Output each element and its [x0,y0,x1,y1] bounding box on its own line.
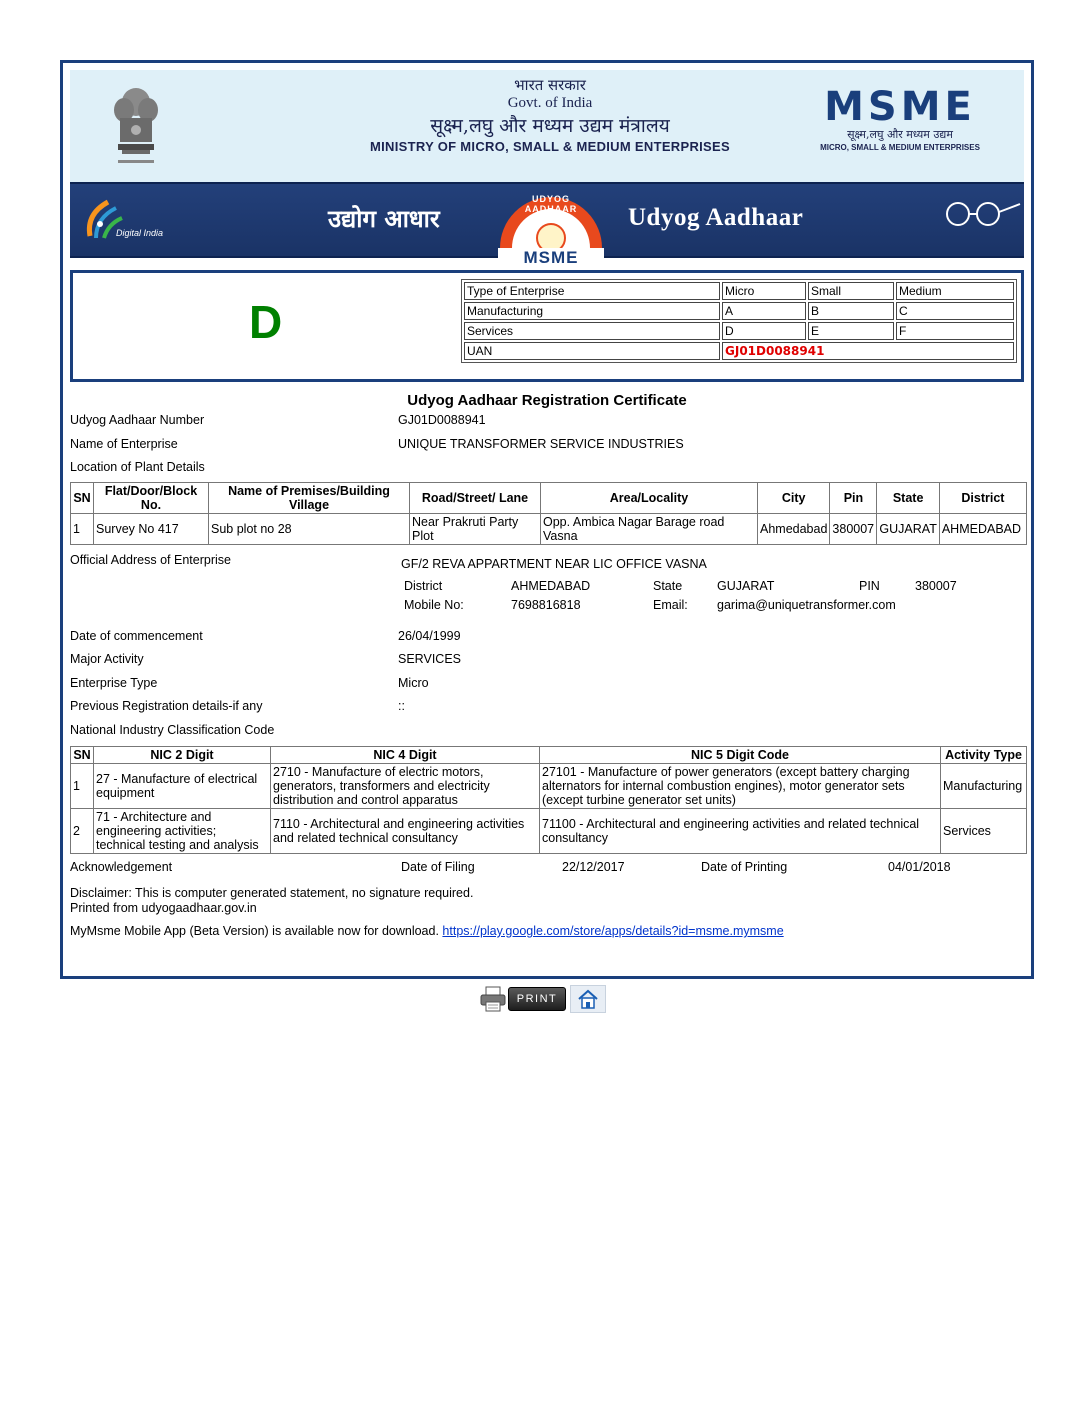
table-cell: 1 [71,513,94,544]
table-header: Activity Type [941,747,1027,764]
udyog-aadhaar-logo [498,186,604,268]
official-address-block [70,545,1024,625]
swachh-bharat-glasses-icon [936,200,1024,230]
table-cell: E [808,322,894,340]
field-row [70,456,1024,480]
swachh-bharat-logo [936,200,1024,240]
home-icon [571,986,605,1012]
acknowledgement-label: Acknowledgement [70,860,173,874]
field-row [70,695,1024,719]
table-cell: 7110 - Architectural and engineering activities and related technical consultancy [271,809,540,854]
table-cell: 380007 [830,513,877,544]
table-cell: Manufacturing [941,764,1027,809]
table-cell: Ahmedabad [758,513,830,544]
table-cell: 2710 - Manufacture of electric motors, generators, transformers and electricity distribution and control apparatus [271,764,540,809]
district-value: AHMEDABAD [511,578,591,593]
date-of-printing-label: Date of Printing [701,860,788,874]
field-label: Previous Registration details-if any [70,699,263,713]
pin-value: 380007 [915,578,957,593]
table-row [464,322,1014,340]
certificate-title: Udyog Aadhaar Registration Certificate [407,392,687,409]
field-row [70,648,1024,672]
table-cell: Survey No 417 [94,513,209,544]
mobile-app-text: MyMsme Mobile App (Beta Version) is available now for download. [70,924,439,938]
table-cell: 71100 - Architectural and engineering activities and related technical consultancy [540,809,941,854]
email-value: garima@uniquetransformer.com [717,597,896,612]
field-value: 26/04/1999 [398,628,461,643]
district-label: District [404,578,443,593]
uan-value: GJ01D0088941 [722,342,1014,360]
official-address-label: Official Address of Enterprise [70,552,231,567]
print-button[interactable]: PRINT [508,987,566,1011]
digital-india-logo [82,194,192,244]
field-value: SERVICES [398,652,461,666]
header-band [70,182,1024,267]
table-cell: Small [808,282,894,300]
table-cell: AHMEDABAD [939,513,1026,544]
field-row [70,409,1024,433]
field-value: Micro [398,675,429,690]
pin-label: PIN [859,578,880,593]
field-value: :: [398,699,405,713]
govt-of-india: Govt. of India [507,95,593,111]
date-of-printing-value: 04/01/2018 [888,860,951,874]
table-cell: Services [464,322,720,340]
table-cell: 27 - Manufacture of electrical equipment [94,764,271,809]
field-row [70,625,1024,649]
field-row [70,672,1024,696]
msme-logo [810,86,990,166]
table-cell: F [896,322,1014,340]
mobile-app-note [70,924,1024,939]
state-label: State [653,578,683,593]
print-actions [480,985,610,1013]
field-value: GJ01D0088941 [398,413,486,427]
disclaimer: Disclaimer: This is computer generated statement, no signature required. [70,886,474,900]
msme-logo-english: MICRO, SMALL & MEDIUM ENTERPRISES [820,143,980,152]
category-letter: D [249,296,283,348]
mobile-value: 7698816818 [511,597,581,612]
table-header: City [758,482,830,513]
table-header: Road/Street/ Lane [410,482,541,513]
home-button[interactable] [570,985,606,1013]
email-label: Email: [653,597,688,612]
table-cell: A [722,302,806,320]
table-header: NIC 2 Digit [94,747,271,764]
aadhaar-logo-text: UDYOG AADHAAR [524,194,578,214]
uan-label: UAN [464,342,720,360]
table-header-row [71,482,1027,513]
table-cell: B [808,302,894,320]
table-cell: Services [941,809,1027,854]
table-cell: Opp. Ambica Nagar Barage road Vasna [541,513,758,544]
table-header-row [71,747,1027,764]
aadhaar-logo-msme: MSME [523,248,579,267]
mobile-app-link[interactable]: https://play.google.com/store/apps/details?id=msme.mymsme [442,924,784,938]
plant-location-table [70,482,1027,545]
table-header: Flat/Door/Block No. [94,482,209,513]
msme-logo-text: MSME [824,84,976,130]
header-top [70,70,1024,182]
table-header: Area/Locality [541,482,758,513]
field-label: Enterprise Type [70,675,158,690]
date-of-filing-label: Date of Filing [401,860,475,874]
enterprise-category-box [70,270,1024,382]
table-row [464,282,1014,300]
field-row [70,433,1024,457]
table-cell: 2 [71,809,94,854]
table-header: Name of Premises/Building Village [209,482,410,513]
hindi-bharat-sarkar: भारत सरकार [514,76,586,94]
msme-logo-hindi: सूक्ष्म,लघु और मध्यम उद्यम [847,128,953,141]
udyog-aadhaar-english: Udyog Aadhaar [628,204,804,231]
digital-india-label: Digital India [116,228,164,238]
hindi-ministry: सूक्ष्म,लघु और मध्यम उद्यम मंत्रालय [430,115,670,137]
table-cell: 71 - Architecture and engineering activities; technical testing and analysis [94,809,271,854]
table-cell: C [896,302,1014,320]
acknowledgement-row [70,854,1024,878]
table-cell: GUJARAT [877,513,939,544]
table-cell: D [722,322,806,340]
nic-code-table [70,746,1027,854]
table-cell: Sub plot no 28 [209,513,410,544]
field-label: National Industry Classification Code [70,722,275,737]
table-cell: Micro [722,282,806,300]
table-header: District [939,482,1026,513]
national-emblem-icon [108,84,164,170]
table-header: SN [71,482,94,513]
field-label: Name of Enterprise [70,436,178,451]
table-cell: Type of Enterprise [464,282,720,300]
table-row [71,513,1027,544]
table-header: NIC 4 Digit [271,747,540,764]
table-cell: Medium [896,282,1014,300]
table-header: NIC 5 Digit Code [540,747,941,764]
field-row [70,719,1024,743]
field-value: UNIQUE TRANSFORMER SERVICE INDUSTRIES [398,436,684,451]
table-row [464,302,1014,320]
table-cell: 27101 - Manufacture of power generators (except battery charging alternators for internal combustion engines), motor generator sets (except turbine generator set units) [540,764,941,809]
field-label: Major Activity [70,652,144,666]
certificate-frame [60,60,1034,979]
table-cell: Manufacturing [464,302,720,320]
field-label: Location of Plant Details [70,460,205,474]
table-header: State [877,482,939,513]
mobile-label: Mobile No: [404,597,464,612]
ministry-name: MINISTRY OF MICRO, SMALL & MEDIUM ENTERPRISES [370,139,730,154]
table-header: SN [71,747,94,764]
udyog-aadhaar-hindi: उद्योग आधार [328,204,440,233]
table-row [464,342,1014,360]
table-cell: Near Prakruti Party Plot [410,513,541,544]
category-table [461,279,1017,363]
field-label: Date of commencement [70,628,203,643]
address-line: GF/2 REVA APPARTMENT NEAR LIC OFFICE VASNA [401,556,707,571]
table-cell: 1 [71,764,94,809]
field-label: Udyog Aadhaar Number [70,413,205,427]
printer-icon[interactable] [480,985,506,1013]
table-row [71,764,1027,809]
table-row [71,809,1027,854]
state-value: GUJARAT [717,578,775,593]
table-header: Pin [830,482,877,513]
printed-from: Printed from udyogaadhaar.gov.in [70,901,257,915]
date-of-filing-value: 22/12/2017 [562,860,625,874]
government-heading [320,76,780,156]
